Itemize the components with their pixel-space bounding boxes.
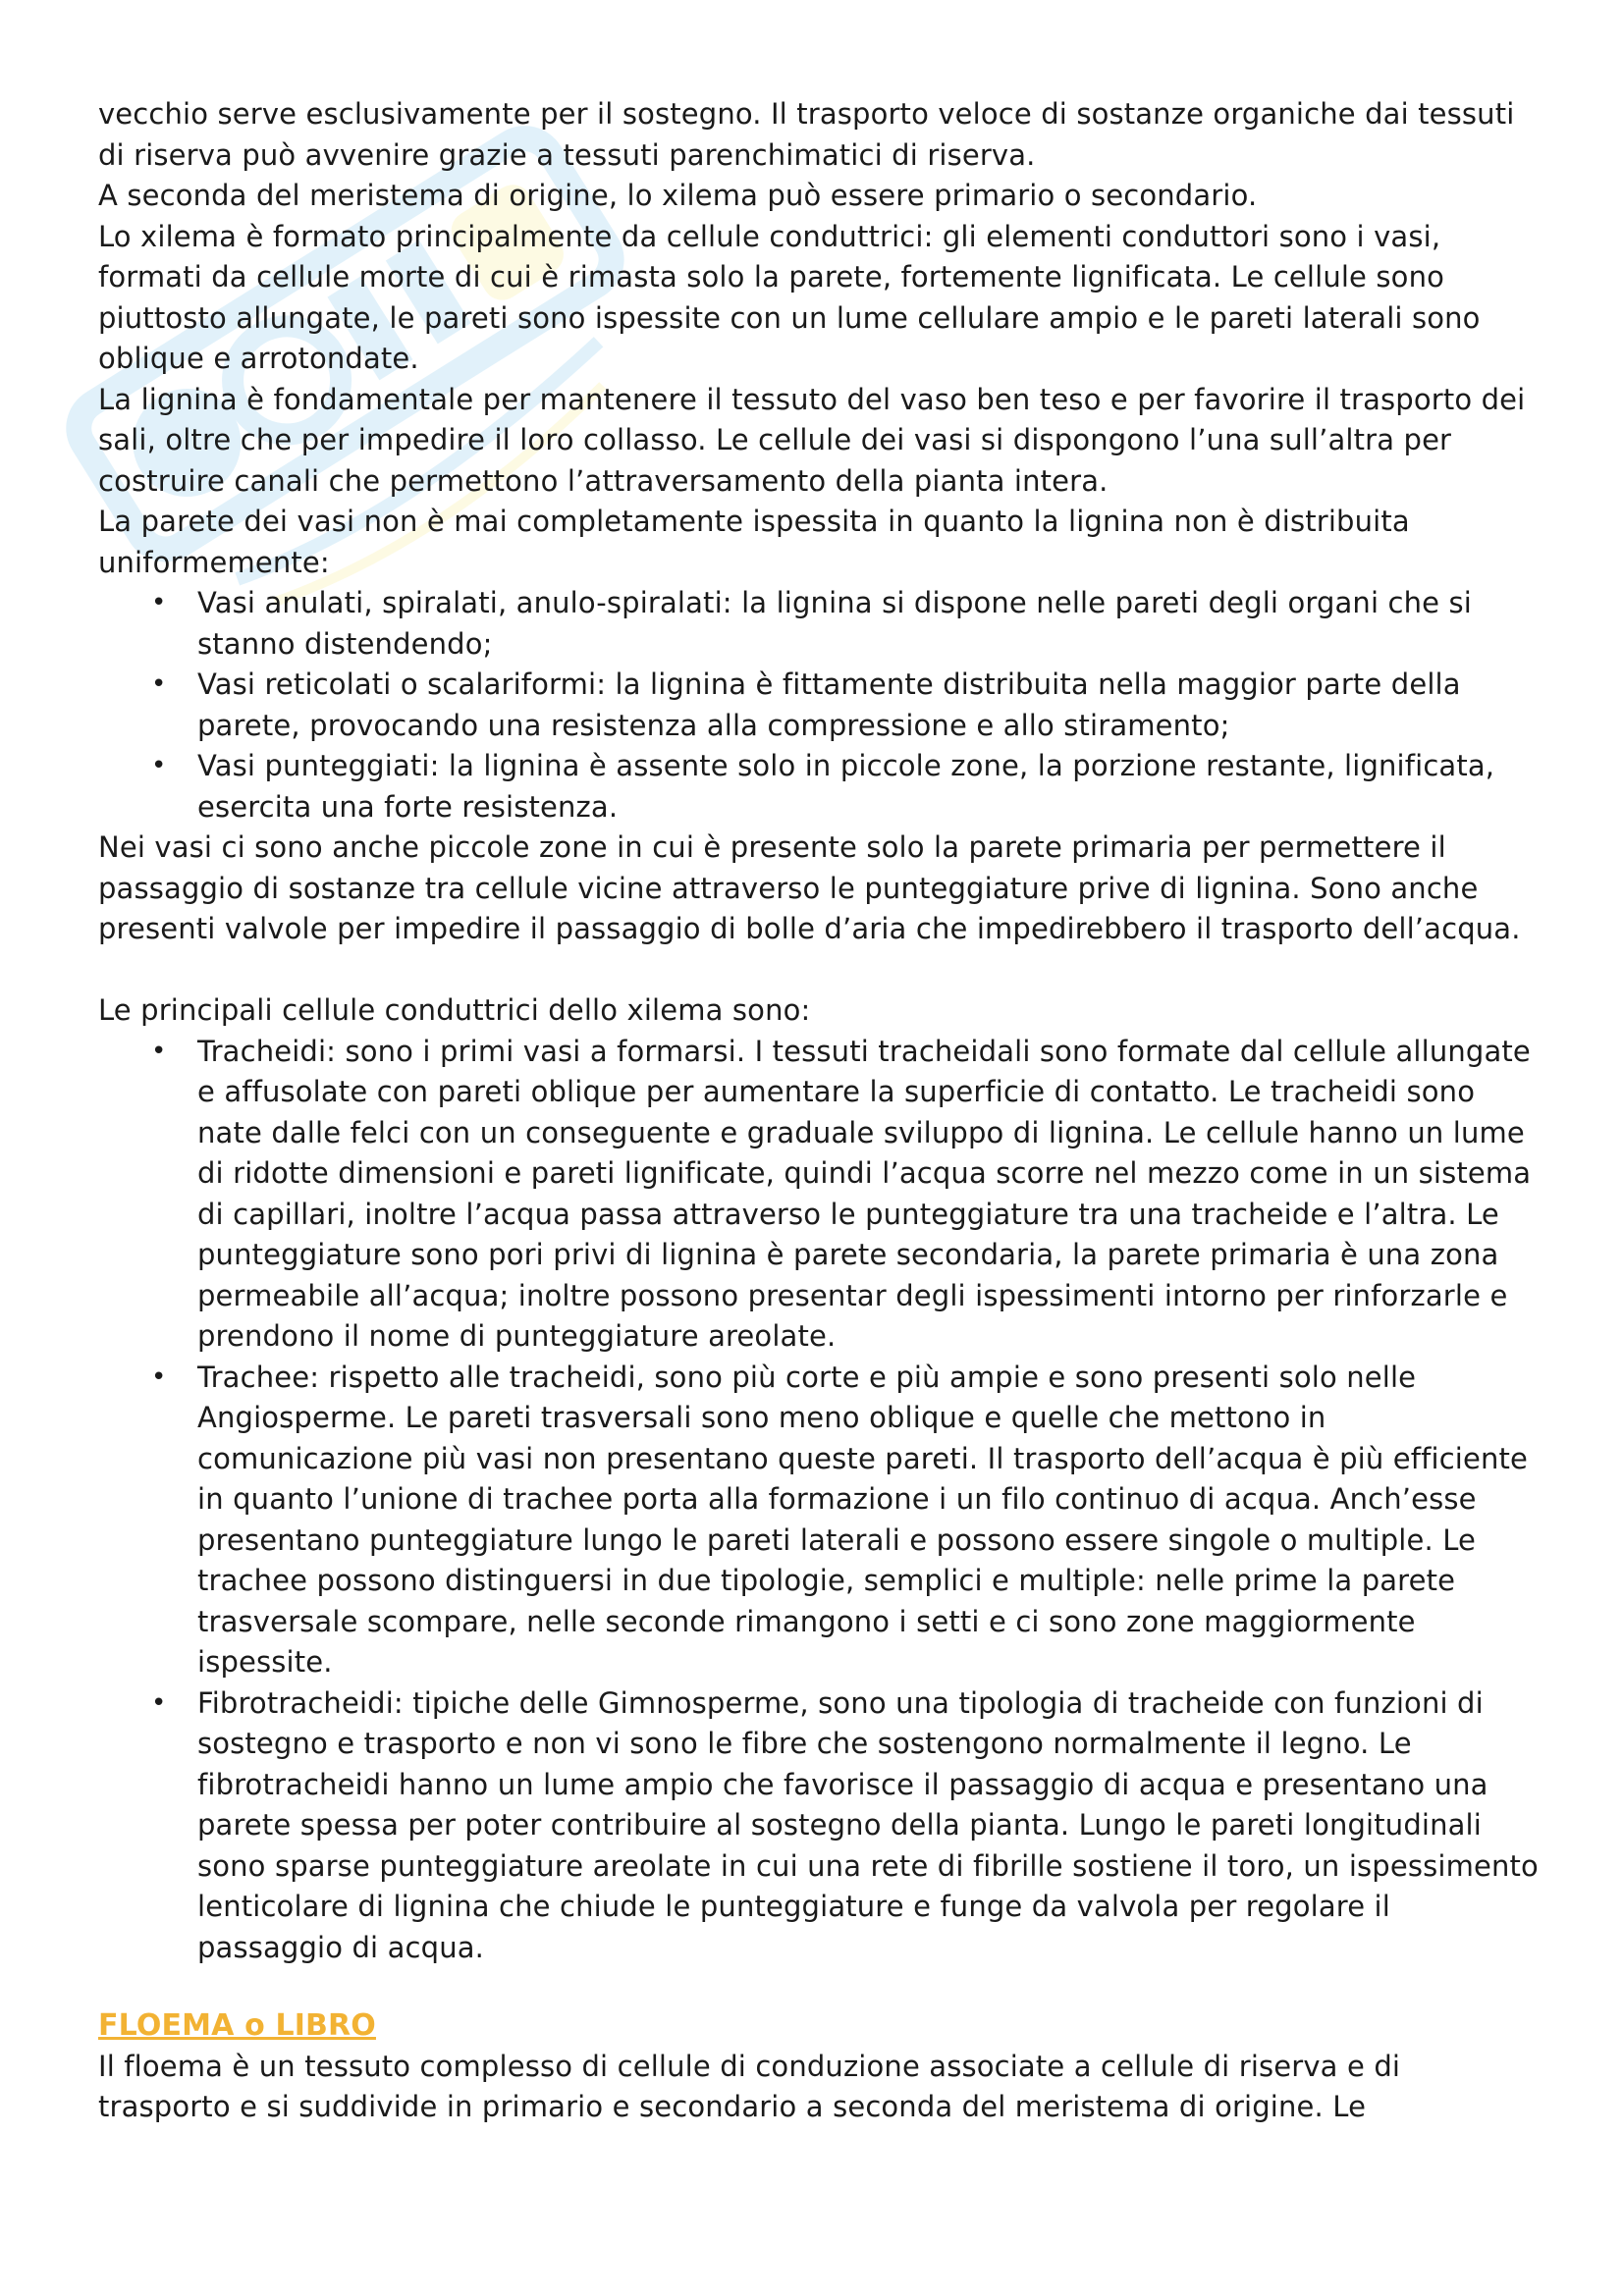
list-item-text: Fibrotracheidi: tipiche delle Gimnosperme, sono una tipologia di tracheide con funzioni di sostegno e trasporto e non vi sono le fibre che sostengono normalmente il legno. Le fibrotracheidi hanno un lume ampio che favorisce il passaggio di acqua e presentano una parete spessa per poter contribuire al sostegno della pianta. Lungo le pareti longitudinali sono sparse punteggiature areolate in cui una rete di fibrille sostiene il toro, un ispessimento lenticolare di lignina che chiude le punteggiature e funge da valvola per regolare il passaggio di acqua. <box>197 1685 1539 1964</box>
bullet-icon: • <box>151 588 167 617</box>
intro-paragraph: vecchio serve esclusivamente per il sostegno. Il trasporto veloce di sostanze organiche dai tessuti di riserva può avvenire grazie a tessuti parenchimatici di riserva. <box>98 97 1515 172</box>
intro-paragraph: La lignina è fondamentale per mantenere il tessuto del vaso ben teso e per favorire il trasporto dei sali, oltre che per impedire il loro collasso. Le cellule dei vasi si dispongono l’una sull’altra per costruire canali che permettono l’attraversamento della pianta intera. <box>98 382 1526 498</box>
intro-paragraph: A seconda del meristema di origine, lo xilema può essere primario o secondario. <box>98 179 1258 212</box>
list-item-text: Vasi punteggiati: la lignina è assente solo in piccole zone, la porzione restante, lignificata, esercita una forte resistenza. <box>197 749 1495 824</box>
intro-paragraph: La parete dei vasi non è mai completamente ispessita in quanto la lignina non è distribuita uniformemente: <box>98 505 1410 579</box>
list-item <box>151 1032 1542 1358</box>
list-item-text: Vasi anulati, spiralati, anulo-spiralati: la lignina si dispone nelle pareti degli organi che si stanno distendendo; <box>197 586 1472 661</box>
list-item <box>151 1683 1542 1969</box>
conducting-cells-list <box>98 1032 1542 1969</box>
bullet-icon: • <box>151 669 167 699</box>
floema-paragraph: Il floema è un tessuto complesso di cellule di conduzione associate a cellule di riserva e di trasporto e si suddivide in primario e secondario a seconda del meristema di origine. Le <box>98 2049 1401 2123</box>
bullet-icon: • <box>151 1362 167 1392</box>
list-item <box>151 746 1542 828</box>
conducting-intro: Le principali cellule conduttrici dello xilema sono: <box>98 993 811 1027</box>
document-page <box>98 94 1542 2128</box>
list-item-text: Vasi reticolati o scalariformi: la lignina è fittamente distribuita nella maggior parte della parete, provocando una resistenza alla compressione e allo stiramento; <box>197 667 1461 742</box>
bullet-icon: • <box>151 751 167 780</box>
list-item-text: Trachee: rispetto alle tracheidi, sono più corte e più ampie e sono presenti solo nelle Angiosperme. Le pareti trasversali sono meno oblique e quelle che mettono in comunicazione più vasi non presentano queste pareti. Il trasporto dell’acqua è più efficiente in quanto l’unione di trachee porta alla formazione i un filo continuo di acqua. Anch’esse presentano punteggiature lungo le pareti laterali e possono essere singole o multiple. Le trachee possono distinguersi in due tipologie, semplici e multiple: nelle prime la parete trasversale scompare, nelle seconde rimangono i setti e ci sono zone maggiormente ispessite. <box>197 1360 1529 1679</box>
vessel-types-list <box>98 583 1542 828</box>
list-item-text: Tracheidi: sono i primi vasi a formarsi. I tessuti tracheidali sono formate dal cellule allungate e affusolate con pareti oblique per aumentare la superficie di contatto. Le tracheidi sono nate dalle felci con un conseguente e graduale sviluppo di lignina. Le cellule hanno un lume di ridotte dimensioni e pareti lignificate, quindi l’acqua scorre nel mezzo come in un sistema di capillari, inoltre l’acqua passa attraverso le punteggiature tra una tracheide e l’altra. Le punteggiature sono pori privi di lignina è parete secondaria, la parete primaria è una zona permeabile all’acqua; inoltre possono presentar degli ispessimenti intorno per rinforzarle e prendono il nome di punteggiature areolate. <box>197 1034 1532 1353</box>
paragraph-spacer <box>98 950 1542 991</box>
vessels-paragraph: Nei vasi ci sono anche piccole zone in cui è presente solo la parete primaria per permettere il passaggio di sostanze tra cellule vicine attraverso le punteggiature prive di lignina. Sono anche presenti valvole per impedire il passaggio di bolle d’aria che impedirebbero il trasporto dell’acqua. <box>98 830 1521 945</box>
section-heading-floema: FLOEMA o LIBRO <box>98 2008 376 2043</box>
bullet-icon: • <box>151 1687 167 1718</box>
bullet-icon: • <box>151 1036 167 1066</box>
list-item <box>151 583 1542 665</box>
list-item <box>151 665 1542 746</box>
intro-paragraph: Lo xilema è formato principalmente da cellule conduttrici: gli elementi conduttori sono i vasi, formati da cellule morte di cui è rimasta solo la parete, fortemente lignificata. Le cellule sono piuttosto allungate, le pareti sono ispessite con un lume cellulare ampio e le pareti laterali sono oblique e arrotondate. <box>98 219 1481 375</box>
list-item <box>151 1358 1542 1683</box>
